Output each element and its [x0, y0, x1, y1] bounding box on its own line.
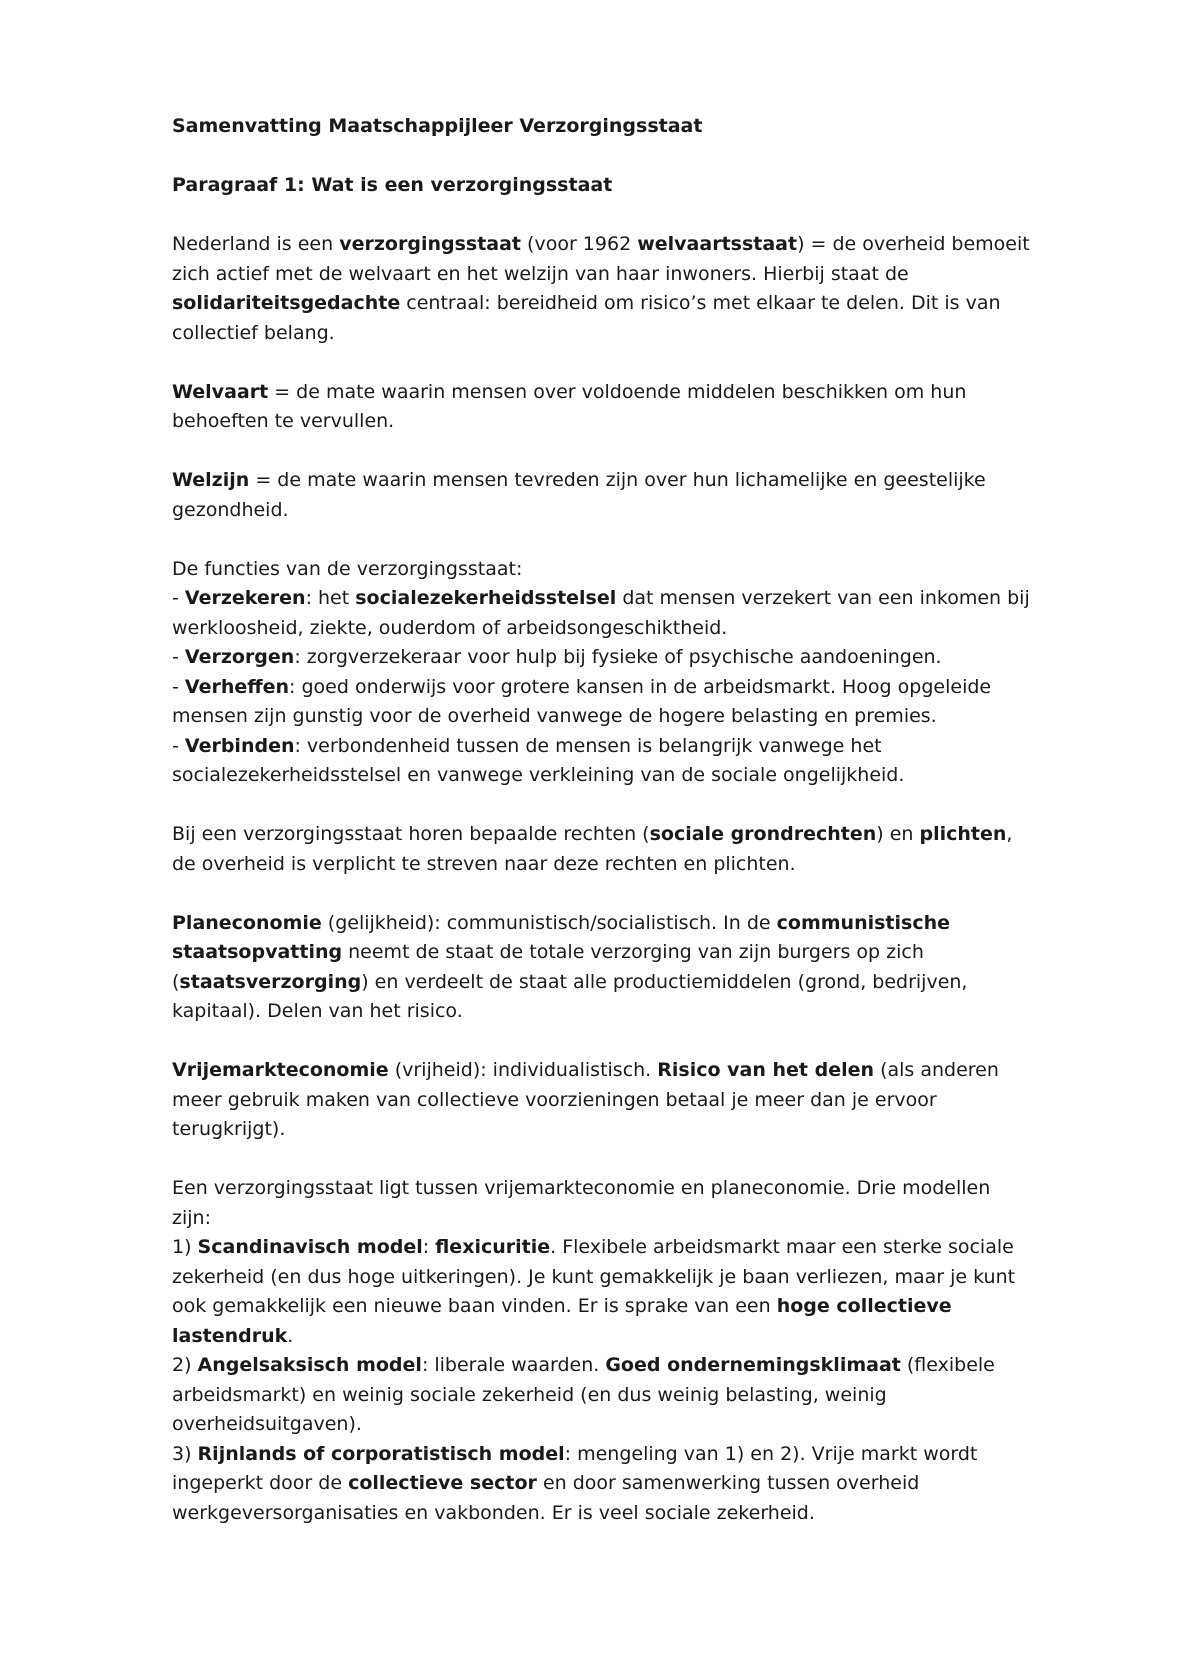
text-run: (vrijheid): individualistisch.: [388, 1059, 658, 1081]
text-run: : zorgverzekeraar voor hulp bij fysieke of psychische aandoeningen.: [294, 646, 942, 668]
term-staatsverzorging: staatsverzorging: [179, 970, 362, 993]
text-run: Bij een verzorgingsstaat horen bepaalde rechten (: [172, 823, 650, 845]
term-plichten: plichten: [919, 823, 1007, 845]
text-run: : het: [305, 587, 356, 609]
term-flexicuritie: flexicuritie: [435, 1236, 551, 1258]
functies-intro: De functies van de verzorgingsstaat:: [172, 557, 523, 580]
term-solidariteitsgedachte: solidariteitsgedachte: [172, 292, 401, 314]
text-run: . Flexibele arbeidsmarkt maar een sterke sociale zekerheid (en dus hoge uitkeringen). Je kunt gemakkelijk je baan verliezen, maar je kunt ook gemakkelijk een nieuwe baan vinden. Er is sprake van een: [172, 1236, 1016, 1317]
list-item: [172, 673, 1032, 732]
text-run: = de mate waarin mensen tevreden zijn over hun lichamelijke en geestelijke gezondheid.: [172, 469, 986, 521]
term-welvaart: Welvaart: [172, 380, 269, 403]
term-planeconomie: Planeconomie: [172, 911, 322, 934]
text-run: ) en: [876, 823, 920, 845]
text-run: .: [287, 1324, 294, 1347]
term-verheffen: Verheffen: [184, 675, 290, 698]
modellen-block: [172, 1174, 1032, 1528]
text-run: : liberale waarden.: [421, 1354, 606, 1376]
text-run: ) en verdeelt de staat alle productiemiddelen (grond, bedrijven, kapitaal). Delen van het risico.: [172, 970, 968, 1022]
list-item: [172, 732, 1032, 791]
text-run: = de mate waarin mensen over voldoende middelen beschikken om hun behoeften te vervullen.: [172, 380, 967, 432]
vrijemarkteconomie-paragraph: [172, 1056, 1032, 1145]
term-verzorgingsstaat: verzorgingsstaat: [339, 233, 522, 255]
rechten-paragraph: [172, 820, 1032, 879]
list-number: 2): [172, 1354, 198, 1376]
model-item-rijnlands: [172, 1440, 1032, 1529]
term-collectieve-sector: collectieve sector: [348, 1472, 537, 1494]
list-dash: -: [172, 646, 185, 668]
text-run: (gelijkheid): communistisch/socialistisch. In de: [321, 911, 777, 934]
term-angelsaksisch-model: Angelsaksisch model: [197, 1354, 422, 1376]
text-run: ) = de overheid bemoeit zich actief met de welvaart en het welzijn van haar inwoners. Hierbij staat de: [172, 233, 1030, 285]
text-run: Nederland is een: [172, 233, 340, 255]
term-sociale-grondrechten: sociale grondrechten: [649, 823, 877, 845]
text-run: en door samenwerking tussen overheid werkgeversorganisaties en vakbonden. Er is veel sociale zekerheid.: [172, 1472, 920, 1524]
model-item-scandinavisch: [172, 1233, 1032, 1351]
term-verzorgen: Verzorgen: [184, 646, 295, 668]
text-run: (flexibele arbeidsmarkt) en weinig sociale zekerheid (en dus weinig belasting, weinig overheidsuitgaven).: [172, 1354, 995, 1435]
list-dash: -: [172, 734, 185, 757]
text-run: : mengeling van 1) en 2). Vrije markt wordt ingeperkt door de: [172, 1442, 978, 1494]
model-item-angelsaksisch: [172, 1351, 1032, 1440]
welzijn-definition: [172, 466, 1032, 525]
term-welzijn: Welzijn: [172, 469, 250, 491]
term-scandinavisch-model: Scandinavisch model: [197, 1236, 423, 1258]
text-run: dat mensen verzekert van een inkomen bij werkloosheid, ziekte, ouderdom of arbeidsongeschiktheid.: [172, 587, 1030, 639]
term-vrijemarkteconomie: Vrijemarkteconomie: [172, 1059, 389, 1081]
list-item: [172, 643, 1032, 673]
text-run: : goed onderwijs voor grotere kansen in de arbeidsmarkt. Hoog opgeleide mensen zijn gunstig voor de overheid vanwege de hogere belasting en premies.: [172, 675, 992, 727]
section-heading: Paragraaf 1: Wat is een verzorgingsstaat: [172, 174, 613, 196]
term-welvaartsstaat: welvaartsstaat: [637, 233, 798, 255]
intro-paragraph: [172, 230, 1032, 348]
term-verbinden: Verbinden: [184, 734, 295, 757]
term-hoge-collectieve-lastendruk: hoge collectieve lastendruk: [172, 1295, 952, 1347]
text-run: (voor 1962: [521, 233, 638, 255]
document-title: Samenvatting Maatschappijleer Verzorgingsstaat: [172, 115, 703, 137]
text-run: , de overheid is verplicht te streven naar deze rechten en plichten.: [172, 823, 1013, 875]
list-number: 1): [172, 1236, 198, 1258]
list-number: 3): [172, 1442, 198, 1465]
list-dash: -: [172, 587, 185, 609]
term-verzekeren: Verzekeren: [184, 587, 306, 609]
text-run: :: [422, 1236, 436, 1258]
text-run: (als anderen meer gebruik maken van collectieve voorzieningen betaal je meer dan je ervoor terugkrijgt).: [172, 1059, 999, 1140]
planeconomie-paragraph: [172, 909, 1032, 1027]
text-run: centraal: bereidheid om risico’s met elkaar te delen. Dit is van collectief belang.: [172, 292, 1001, 344]
list-dash: -: [172, 675, 185, 698]
list-item: [172, 584, 1032, 643]
term-rijnlands-model: Rijnlands of corporatistisch model: [197, 1442, 565, 1465]
term-communistische-staatsopvatting: communistische staatsopvatting: [172, 911, 950, 963]
welvaart-definition: [172, 378, 1032, 437]
text-run: neemt de staat de totale verzorging van zijn burgers op zich (: [172, 941, 924, 993]
modellen-intro: Een verzorgingsstaat ligt tussen vrijemarkteconomie en planeconomie. Drie modellen zijn:: [172, 1177, 991, 1229]
term-goed-ondernemingsklimaat: Goed ondernemingsklimaat: [605, 1354, 901, 1376]
term-socialezekerheidsstelsel: socialezekerheidsstelsel: [355, 587, 617, 609]
document-page: [172, 112, 1032, 1528]
term-risico-van-het-delen: Risico van het delen: [657, 1059, 875, 1081]
functies-block: [172, 555, 1032, 791]
text-run: : verbondenheid tussen de mensen is belangrijk vanwege het socialezekerheidsstelsel en vanwege verkleining van de sociale ongelijkheid.: [172, 734, 905, 786]
